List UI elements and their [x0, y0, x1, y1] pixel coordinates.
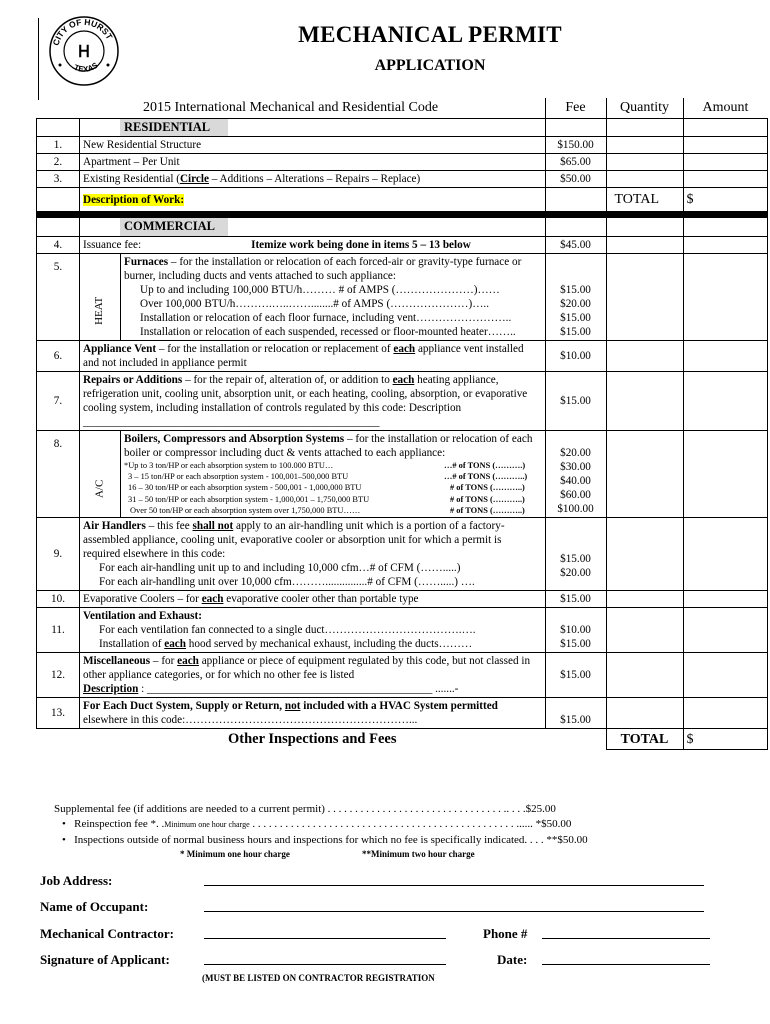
quantity-header: Quantity — [606, 98, 683, 118]
contractor-registration-note: (MUST BE LISTED ON CONTRACTOR REGISTRATION — [202, 973, 435, 983]
quantity-field[interactable] — [606, 518, 683, 591]
amount-field[interactable] — [683, 154, 768, 171]
amount-field[interactable] — [683, 430, 768, 518]
amount-field[interactable] — [683, 253, 768, 340]
table-row: 3. Existing Residential (Circle – Additions – Alterations – Repairs – Replace) $50.00 — [37, 171, 768, 188]
phone-field[interactable] — [542, 926, 710, 939]
table-row: 13. For Each Duct System, Supply or Return, not included with a HVAC System permitted elsewhere in this code:……………………………………………………... $15.00 — [37, 698, 768, 729]
other-inspections-heading: Other Inspections and Fees — [227, 731, 397, 748]
residential-section-label: RESIDENTIAL — [120, 119, 228, 137]
amount-field[interactable] — [683, 171, 768, 188]
amount-field[interactable] — [683, 591, 768, 608]
amount-field[interactable] — [683, 608, 768, 653]
table-row: 2. Apartment – Per Unit $65.00 — [37, 154, 768, 171]
amount-field[interactable] — [683, 371, 768, 430]
page-title: MECHANICAL PERMIT — [298, 22, 562, 47]
table-row: 5. HEAT Furnaces – for the installation or relocation of each forced-air or gravity-type furnace or burner, including ducts and vents attached to such appliance: Up to and including 100,000 BTU/h……… # of AMPS (…………………)…… Over 100,000 BTU/h……….…..……........# of AMPS (…………………)….. Installation or relocation of each floor furnace, including vent…………………….. Installation or relocation of each suspended, recessed or floor-mounted heater…….. $15.00 $20.00 $15.00 $15.00 — [37, 253, 768, 340]
code-header: 2015 International Mechanical and Residential Code — [37, 98, 546, 118]
quantity-field[interactable] — [606, 236, 683, 253]
commercial-section-label: COMMERCIAL — [120, 218, 228, 236]
date-field[interactable] — [542, 952, 710, 965]
svg-text:Ꮋ: Ꮋ — [78, 44, 90, 61]
quantity-field[interactable] — [606, 253, 683, 340]
quantity-field[interactable] — [606, 608, 683, 653]
supplemental-fee-note: Supplemental fee (if additions are needed to a current permit) . . . . . . . . . . . . . . . . . . . . . . . . . . . . . . . . .. . . .$25.00 — [54, 803, 556, 815]
quantity-field[interactable] — [606, 653, 683, 698]
contractor-field[interactable] — [204, 926, 446, 939]
job-address-label: Job Address: — [40, 873, 113, 888]
date-label: Date: — [497, 952, 528, 967]
residential-total-label: TOTAL — [606, 188, 683, 212]
quantity-field[interactable] — [606, 591, 683, 608]
commercial-total-label: TOTAL — [606, 729, 683, 750]
table-row: 11. Ventilation and Exhaust: For each ventilation fan connected to a single duct……………………………….…. Installation of each hood served by mechanical exhaust, including the ducts……… $10.00 $15.00 — [37, 608, 768, 653]
amount-field[interactable] — [683, 340, 768, 371]
seal-text-bottom: TEXAS — [72, 60, 100, 74]
quantity-field[interactable] — [606, 371, 683, 430]
table-row: 7. Repairs or Additions – for the repair of, alteration of, or addition to each heating appliance, refrigeration unit, cooling unit, absorption unit, or each heating, cooling, absorption, or evaporative cooling system, including installation of controls regulated by this code: Description _____________________________________________________ $15.00 — [37, 371, 768, 430]
quantity-field[interactable] — [606, 137, 683, 154]
amount-header: Amount — [683, 98, 768, 118]
fee-table — [36, 98, 768, 750]
occupant-field[interactable] — [204, 899, 704, 912]
amount-field[interactable] — [683, 653, 768, 698]
minimum-two-hour-note: **Minimum two hour charge — [362, 849, 475, 859]
commercial-total-amount[interactable]: $ — [683, 729, 768, 750]
description-of-work-label: Description of Work: — [83, 193, 185, 206]
ac-side-label: A/C — [93, 479, 106, 498]
quantity-field[interactable] — [606, 698, 683, 729]
signature-field[interactable] — [204, 952, 446, 965]
amount-field[interactable] — [683, 137, 768, 154]
amount-field[interactable] — [683, 518, 768, 591]
table-row: 10. Evaporative Coolers – for each evaporative cooler other than portable type $15.00 — [37, 591, 768, 608]
quantity-field[interactable] — [606, 430, 683, 518]
table-row: 9. Air Handlers – this fee shall not apply to an air-handling unit which is a portion of a factory-assembled appliance, cooling unit, evaporative cooler or absorption unit for which a permit is required elsewhere in this code: For each air-handling unit up to and including 10,000 cfm…# of CFM (…….....) For each air-handling unit over 10,000 cfm………...............# of CFM (…….....) …. $15.00 $20.00 — [37, 518, 768, 591]
reinspection-fee-note: • Reinspection fee *. .Minimum one hour charge . . . . . . . . . . . . . . . . . . . . . . . . . . . . . . . . . . . . . . . . . . . . . . . . ...... *$50.00 — [62, 818, 572, 830]
signature-label: Signature of Applicant: — [40, 952, 170, 967]
residential-total-amount[interactable]: $ — [683, 188, 768, 212]
job-address-field[interactable] — [204, 873, 704, 886]
amount-field[interactable] — [683, 236, 768, 253]
page-subtitle: APPLICATION — [374, 57, 486, 74]
occupant-label: Name of Occupant: — [40, 899, 149, 914]
table-row: 4. Issuance fee: Itemize work being done in items 5 – 13 below $45.00 — [37, 236, 768, 253]
quantity-field[interactable] — [606, 171, 683, 188]
amount-field[interactable] — [683, 698, 768, 729]
fee-header: Fee — [545, 98, 606, 118]
quantity-field[interactable] — [606, 340, 683, 371]
quantity-field[interactable] — [606, 154, 683, 171]
after-hours-fee-note: • Inspections outside of normal business hours and inspections for which no fee is specifically indicated. . . . **$50.00 — [62, 834, 588, 846]
table-row: 8. A/C Boilers, Compressors and Absorption Systems – for the installation or relocation of each boiler or compressor including duct & vents attached to each appliance: *Up to 3 ton/HP or each absorption system to 100.000 BTU… …# of TONS (……….) 3 – 15 ton/HP or each absorption system - 100,001–500,000 BTU …# of TONS (………..) 16 – 30 ton/HP or each absorption system - 500,001 - 1,000,000 BTU # of TONS (………..) 31 – 50 ton/HP or each absorption system - 1,000,001 – 1,750,000 BTU # of TONS (………..) Over 50 ton/HP or each absorption system over 1,750,000 BTU…… # of TONS (………..) $20.00 $30.00 $40.00 $60.00 $100.00 — [37, 430, 768, 518]
table-row: 6. Appliance Vent – for the installation or relocation or replacement of each appliance vent installed and not included in appliance permit $10.00 — [37, 340, 768, 371]
table-row: 12. Miscellaneous – for each appliance or piece of equipment regulated by this code, but not classed in other appliance categories, or for which no other fee is listed Description : ___________________________________________________ .......- $15.00 — [37, 653, 768, 698]
minimum-one-hour-note: * Minimum one hour charge — [180, 849, 290, 859]
phone-label: Phone # — [483, 926, 528, 941]
seal-text-top: CITY OF HURST — [50, 16, 115, 47]
heat-side-label: HEAT — [93, 296, 106, 325]
table-row: 1. New Residential Structure $150.00 — [37, 137, 768, 154]
contractor-label: Mechanical Contractor: — [40, 926, 174, 941]
